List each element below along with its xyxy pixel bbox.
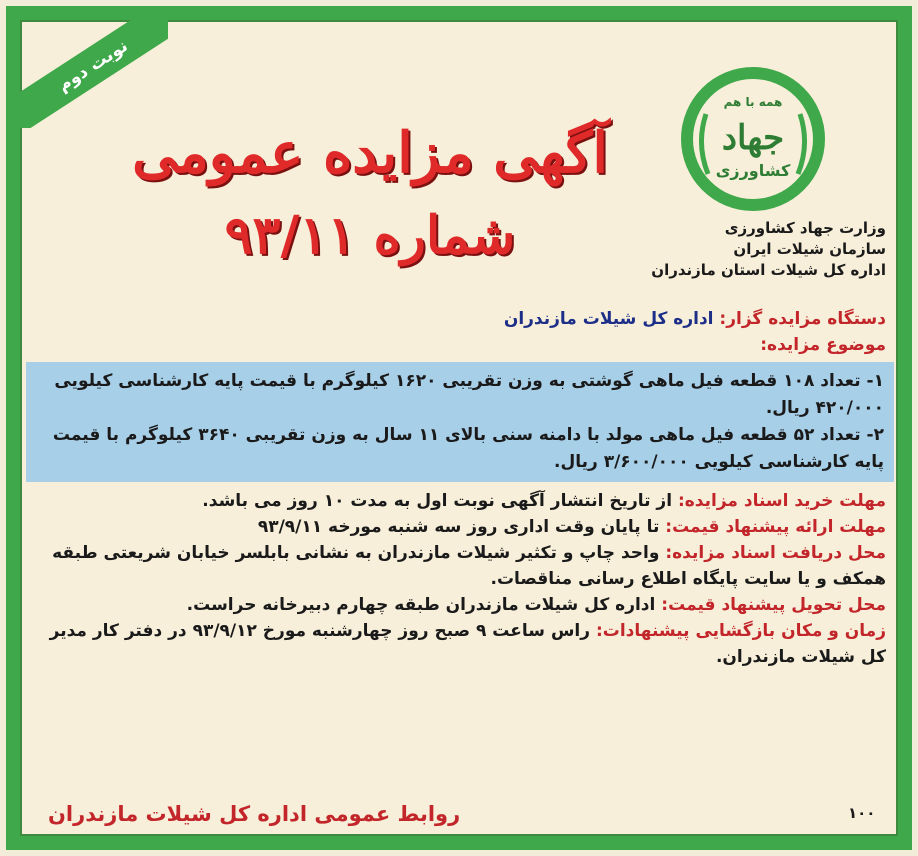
delivery-place-value: اداره کل شیلات مازندران طبقه چهارم دبیرخانه حراست.: [186, 595, 662, 615]
organizer-value: اداره کل شیلات مازندران: [503, 309, 720, 329]
logo-top-text: همه با هم: [723, 95, 783, 109]
delivery-place-row: [34, 592, 886, 618]
docs-place-value: واحد چاپ و تکثیر شیلات مازندران به نشانی بابلسر خیابان شریعتی طبقه همکف و یا سایت پایگاه اطلاع رسانی مناقصات.: [52, 543, 886, 589]
ribbon-label: نوبت دوم: [54, 36, 132, 96]
subject-row: [34, 332, 886, 358]
docs-place-row: [34, 540, 886, 592]
items-highlight: [26, 362, 894, 482]
logo-sub-text: کشاورزی: [715, 161, 791, 180]
bids-deadline-row: [34, 514, 886, 540]
auction-number: شماره ۹۳/۱۱: [224, 205, 516, 266]
opening-label: زمان و مکان بازگشایی پیشنهادات:: [595, 621, 886, 641]
logo-main-text: جهاد: [721, 118, 785, 158]
jahad-logo: [678, 64, 828, 214]
notice-body: [34, 306, 886, 670]
bids-deadline-label: مهلت ارائه پیشنهاد قیمت:: [665, 517, 886, 537]
item-1: ۱- تعداد ۱۰۸ قطعه فیل ماهی گوشتی به وزن تقریبی ۱۶۲۰ کیلوگرم با قیمت پایه کارشناسی کیلویی ۴۲۰/۰۰۰ ریال.: [54, 371, 884, 418]
corner-ribbon: [18, 18, 168, 128]
docs-deadline-value: از تاریخ انتشار آگهی نوبت اول به مدت ۱۰ روز می باشد.: [202, 491, 678, 511]
org-fisheries: سازمان شیلات ایران: [733, 240, 886, 258]
public-relations-footer: روابط عمومی اداره کل شیلات مازندران: [48, 802, 461, 826]
docs-deadline-label: مهلت خرید اسناد مزایده:: [677, 491, 886, 511]
org-department: اداره کل شیلات استان مازندران: [651, 261, 886, 279]
ribbon-band: [18, 18, 168, 128]
organization-block: [640, 218, 886, 281]
auction-title: آگهی مزایده عمومی: [132, 120, 608, 186]
org-ministry: وزارت جهاد کشاورزی: [724, 219, 886, 237]
item-2: ۲- تعداد ۵۲ قطعه فیل ماهی مولد با دامنه سنی بالای ۱۱ سال به وزن تقریبی ۳۶۴۰ کیلوگرم با قیمت پایه کارشناسی کیلویی ۳/۶۰۰/۰۰۰ ریال.: [52, 425, 884, 472]
docs-place-label: محل دریافت اسناد مزایده:: [665, 543, 886, 563]
delivery-place-label: محل تحویل پیشنهاد قیمت:: [661, 595, 886, 615]
page-number: ۱۰۰: [848, 804, 876, 822]
opening-row: [34, 618, 886, 670]
bids-deadline-value: تا پایان وقت اداری روز سه شنبه مورخه ۹۳/۹/۱۱: [257, 517, 666, 537]
subject-label: موضوع مزایده:: [760, 335, 886, 355]
organizer-label: دستگاه مزایده گزار:: [719, 309, 886, 329]
organizer-row: [34, 306, 886, 332]
opening-value: راس ساعت ۹ صبح روز چهارشنبه مورخ ۹۳/۹/۱۲ در دفتر کار مدیر کل شیلات مازندران.: [49, 621, 886, 667]
docs-deadline-row: [34, 488, 886, 514]
